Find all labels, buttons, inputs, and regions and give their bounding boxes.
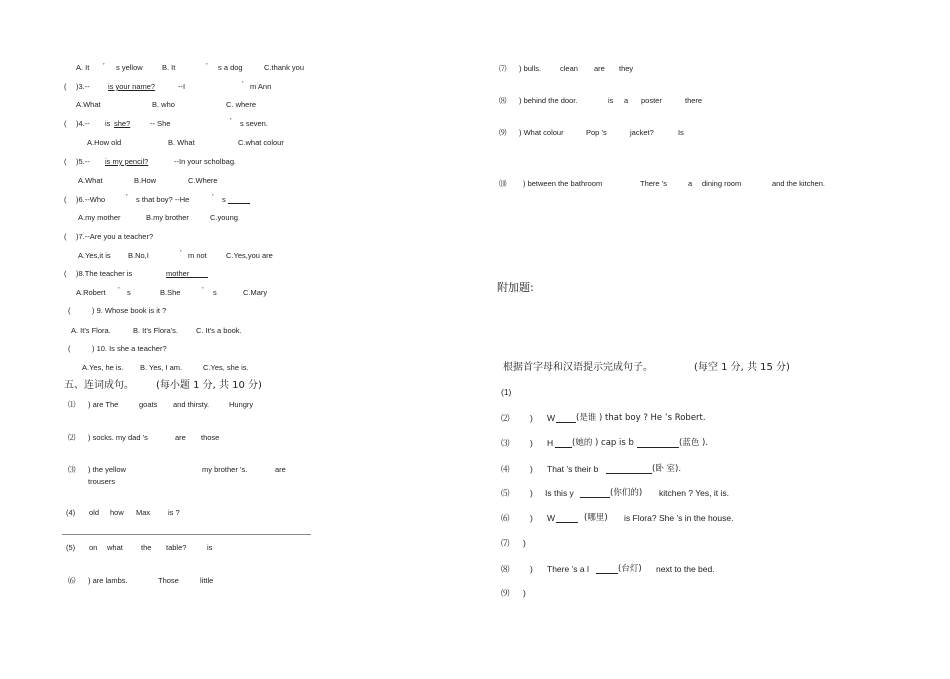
f6-tail: is Flora? She ’s in the house. xyxy=(624,513,734,523)
apostrophe: ’ xyxy=(126,192,128,201)
q6-option-c: C.young xyxy=(210,213,238,222)
f3-hint: (蓝色 ). xyxy=(679,438,709,448)
q4-option-c: C.what colour xyxy=(238,138,284,147)
q10-option-c: C.Yes, she is. xyxy=(203,363,249,372)
word: little xyxy=(200,576,214,585)
word: goats xyxy=(139,400,158,409)
word: and thirsty. xyxy=(173,400,210,409)
q8-option-b: B.She xyxy=(160,288,181,297)
f3-number: ⑶ xyxy=(501,438,510,448)
s1-number: ⑴ xyxy=(68,400,76,409)
section5-score: (每小题 1 分, 共 10 分) xyxy=(156,380,262,391)
word: table? xyxy=(166,543,187,552)
s8-number: ⑻ xyxy=(499,96,507,105)
q6-paren: ( xyxy=(64,195,67,204)
word: ) between the bathroom xyxy=(523,179,603,188)
q6-middle: s that boy? --He xyxy=(136,195,190,204)
apostrophe: ’ xyxy=(118,285,120,294)
s10-number: ⑽ xyxy=(499,179,507,188)
q4-she: she? xyxy=(114,119,131,128)
f6-number: ⑹ xyxy=(501,513,510,523)
word: my brother ’s. xyxy=(202,465,248,474)
word: ) socks. my dad ’s xyxy=(88,433,148,442)
f3-paren: ) xyxy=(530,438,533,448)
word: ) behind the door. xyxy=(519,96,578,105)
f8-prefix: There ’s a l xyxy=(547,564,589,574)
f8-tail: next to the bed. xyxy=(656,564,715,574)
q6-tail: s xyxy=(222,195,226,204)
q3-paren: ( xyxy=(64,82,67,91)
section5-title: 五、连词成句。 xyxy=(64,380,134,391)
word: is xyxy=(207,543,213,552)
word: dining room xyxy=(702,179,742,188)
s9-number: ⑼ xyxy=(499,128,507,137)
f5-prefix: Is this y xyxy=(545,488,574,498)
q10-question: ) 10. Is she a teacher? xyxy=(92,344,167,353)
word: and the kitchen. xyxy=(772,179,825,188)
q9-option-c: C. It's a book. xyxy=(196,326,242,335)
f2-prefix: W xyxy=(547,413,556,423)
bonus-title: 附加题: xyxy=(497,281,534,294)
q7-paren: ( xyxy=(64,232,67,241)
q5-question: is my pencil? xyxy=(105,157,149,166)
q8-option-c: C.Mary xyxy=(243,288,268,297)
apostrophe: ’ xyxy=(242,79,244,88)
word: Pop ’s xyxy=(586,128,607,137)
q6-number: )6.--Who xyxy=(76,195,106,204)
q10-option-a: A.Yes, he is. xyxy=(82,363,124,372)
apostrophe: ’ xyxy=(202,285,204,294)
answer-blank xyxy=(166,277,208,278)
q10-option-b: B. Yes, I am. xyxy=(140,363,183,372)
apostrophe: ’ xyxy=(230,116,232,125)
q5-option-b: B.How xyxy=(134,176,157,185)
q2-option-c: C.thank you xyxy=(264,63,305,72)
f3-prefix: H xyxy=(547,438,554,448)
word: Is xyxy=(678,128,684,137)
f2-paren: ) xyxy=(530,413,533,423)
q3-option-b: B. who xyxy=(152,100,175,109)
f9-number: ⑼ xyxy=(501,588,510,598)
q4-tail: s seven. xyxy=(240,119,268,128)
word: clean xyxy=(560,64,578,73)
q5-answer: --In your scholbag. xyxy=(174,157,237,166)
s3-number: ⑶ xyxy=(68,465,76,474)
answer-blank xyxy=(637,447,679,448)
q5-number: )5.-- xyxy=(76,157,90,166)
word: Those xyxy=(158,576,179,585)
f2-number: ⑵ xyxy=(501,413,510,423)
q8-option-a-tail: s xyxy=(127,288,131,297)
word: are xyxy=(275,465,286,474)
f6-prefix: W xyxy=(547,513,556,523)
f5-number: ⑸ xyxy=(501,488,510,498)
apostrophe: ’ xyxy=(206,61,208,70)
answer-blank xyxy=(596,573,618,574)
q2-option-a: A. It xyxy=(76,63,90,72)
q7-option-b-tail: m not xyxy=(188,251,207,260)
answer-blank xyxy=(555,447,572,448)
word: what xyxy=(107,543,123,552)
word: ) What colour xyxy=(519,128,564,137)
f7-paren: ) xyxy=(523,538,526,548)
f5-hint: (你们的) xyxy=(610,488,643,498)
q9-paren: ( xyxy=(68,306,71,315)
apostrophe: ’ xyxy=(103,61,105,70)
q3-tail: m Ann xyxy=(250,82,272,91)
word: there xyxy=(685,96,703,105)
q6-option-a: A.my mother xyxy=(78,213,121,222)
q9-option-a: A. It's Flora. xyxy=(71,326,111,335)
q4-is: is xyxy=(105,119,111,128)
word: a xyxy=(688,179,693,188)
q7-question: )7.--Are you a teacher? xyxy=(76,232,154,241)
q3-question: is your name? xyxy=(108,82,156,91)
q8-question: )8.The teacher is xyxy=(76,269,133,278)
answer-blank xyxy=(556,422,576,423)
f1-number: (1) xyxy=(501,387,512,397)
q8-option-b-tail: s xyxy=(213,288,217,297)
q2-option-b-tail: s a dog xyxy=(218,63,243,72)
f8-paren: ) xyxy=(530,564,533,574)
q9-question: ) 9. Whose book is it ? xyxy=(92,306,167,315)
q8-tail: mother xyxy=(166,269,190,278)
answer-blank xyxy=(580,497,610,498)
q7-option-a: A.Yes,it is xyxy=(78,251,111,260)
q10-paren: ( xyxy=(68,344,71,353)
word: ) are lambs. xyxy=(88,576,128,585)
word: are xyxy=(594,64,605,73)
f6-paren: ) xyxy=(530,513,533,523)
s4-number: (4) xyxy=(66,508,76,517)
answer-blank xyxy=(556,522,578,523)
q5-option-a: A.What xyxy=(78,176,103,185)
answer-blank xyxy=(228,203,250,204)
q4-number: )4.-- xyxy=(76,119,90,128)
word: a xyxy=(624,96,629,105)
f8-number: ⑻ xyxy=(501,564,510,574)
s2-number: ⑵ xyxy=(68,433,76,442)
word: poster xyxy=(641,96,662,105)
instruction-score: (每空 1 分, 共 15 分) xyxy=(694,362,790,373)
word: old xyxy=(89,508,100,517)
word: the xyxy=(141,543,152,552)
s7-number: ⑺ xyxy=(499,64,507,73)
q3-dash: --I xyxy=(178,82,186,91)
q2-option-b: B. It xyxy=(162,63,176,72)
word: There ’s xyxy=(640,179,667,188)
apostrophe: ’ xyxy=(212,192,214,201)
apostrophe: ’ xyxy=(180,248,182,257)
f6-hint: (哪里) xyxy=(584,513,608,523)
q3-number: )3.-- xyxy=(76,82,90,91)
f3-middle: (她的 ) cap is b xyxy=(572,438,634,448)
f9-paren: ) xyxy=(523,588,526,598)
q4-option-a: A.How old xyxy=(87,138,122,147)
word: ) the yellow xyxy=(88,465,126,474)
q6-option-b: B.my brother xyxy=(146,213,189,222)
word: how xyxy=(110,508,124,517)
q8-option-a: A.Robert xyxy=(76,288,106,297)
word: ) are The xyxy=(88,400,119,409)
word: on xyxy=(89,543,98,552)
q5-option-c: C.Where xyxy=(188,176,218,185)
f8-hint: (台灯) xyxy=(618,564,642,574)
word: trousers xyxy=(88,477,116,486)
f4-paren: ) xyxy=(530,464,533,474)
answer-blank xyxy=(606,473,652,474)
f5-tail: kitchen ? Yes, it is. xyxy=(659,488,729,498)
word: Max xyxy=(136,508,151,517)
q5-paren: ( xyxy=(64,157,67,166)
word: are xyxy=(175,433,186,442)
q7-option-b: B.No,I xyxy=(128,251,149,260)
word: they xyxy=(619,64,634,73)
divider-line xyxy=(62,534,311,535)
f2-hint: (是谁 ) that boy ? He ’s Robert. xyxy=(576,413,706,423)
q3-option-a: A.What xyxy=(76,100,101,109)
f5-paren: ) xyxy=(530,488,533,498)
f7-number: ⑺ xyxy=(501,538,510,548)
q9-option-b: B. It's Flora's. xyxy=(133,326,178,335)
q8-paren: ( xyxy=(64,269,67,278)
instruction: 根据首字母和汉语提示完成句子。 xyxy=(503,362,653,373)
f4-number: ⑷ xyxy=(501,464,510,474)
s5-number: (5) xyxy=(66,543,76,552)
s6-number: ⑹ xyxy=(68,576,76,585)
q7-option-c: C.Yes,you are xyxy=(226,251,273,260)
word: ) bulls. xyxy=(519,64,542,73)
f4-prefix: That ’s their b xyxy=(547,464,599,474)
word: is ? xyxy=(168,508,180,517)
word: Hungry xyxy=(229,400,254,409)
word: those xyxy=(201,433,220,442)
q4-answer: -- She xyxy=(150,119,171,128)
word: is xyxy=(608,96,614,105)
f4-hint: (卧 室). xyxy=(652,464,682,474)
word: jacket? xyxy=(630,128,654,137)
q4-paren: ( xyxy=(64,119,67,128)
q3-option-c: C. where xyxy=(226,100,257,109)
q4-option-b: B. What xyxy=(168,138,195,147)
q2-option-a-tail: s yellow xyxy=(116,63,143,72)
